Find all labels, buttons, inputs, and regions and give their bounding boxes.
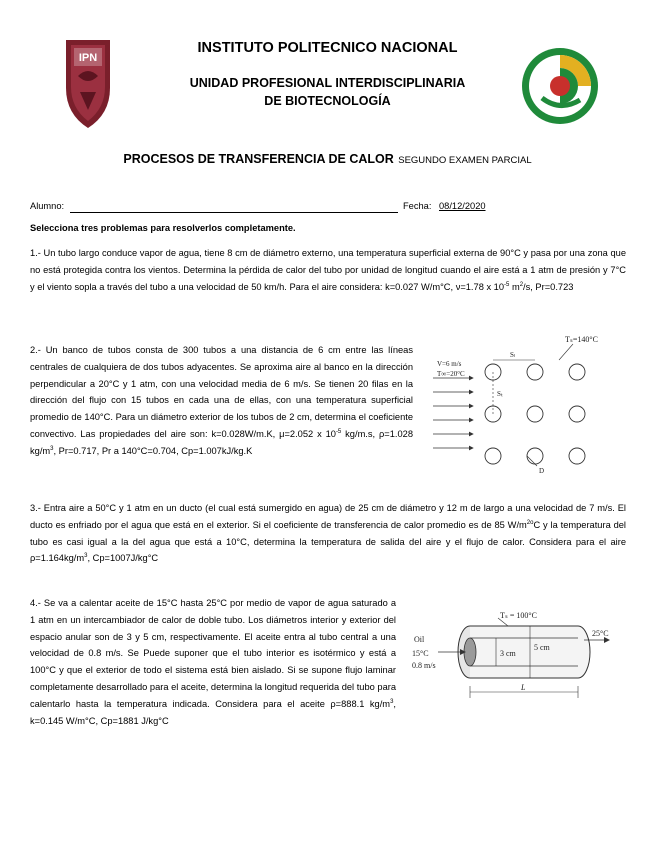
fig-tin-label: 15°C <box>412 649 429 658</box>
fig-ts-label: Tₛ=140°C <box>565 335 598 344</box>
fig-st-label: Sₜ <box>497 390 503 398</box>
fig-oil-label: Oil <box>414 635 425 644</box>
course-title: PROCESOS DE TRANSFERENCIA DE CALOR <box>123 152 394 166</box>
fig-sl-label: Sₗ <box>510 351 516 359</box>
fig-v-label: V=6 m/s <box>437 360 462 368</box>
institution-title: INSTITUTO POLITECNICO NACIONAL <box>197 40 458 56</box>
ipn-logo-text: IPN <box>78 52 98 64</box>
fig-tout-label: 25°C <box>592 629 609 638</box>
problem-4: 4.- Se va a calentar aceite de 15°C hasta 25°C por medio de vapor de agua saturado a 1 atm en un intercambiador de calor de doble tubo. Los diámetros interior y exterior del espacio anular son de 3 y 5 cm, respectivamente. El aceite entra al tubo central a una velocidad de 0.8 m/s. Se Puede suponer que el tubo interior es isotérmico y está a 100°C y que el exterior de todo el sistema está bien aislado. Si se supone flujo laminar completamente desarrollado para el aceite, determina la longitud requerida del tubo para calentarlo hasta la temperatura indicada. Considera para el aceite ρ=888.1 $kg/m^3$, k=0.145 W/m°C, Cp=1881 J/kg°C <box>30 598 396 726</box>
student-name-label: Alumno: <box>30 201 65 211</box>
tube-bank-figure <box>425 330 625 476</box>
fig-din-label: 3 cm <box>500 649 516 658</box>
date-value: 08/12/2020 <box>439 201 486 211</box>
tube <box>527 406 543 422</box>
problem-1 <box>30 245 626 295</box>
tube <box>569 406 585 422</box>
fig-vin-label: 0.8 m/s <box>412 661 436 670</box>
tube <box>569 364 585 380</box>
tube <box>485 448 501 464</box>
exam-title: SEGUNDO EXAMEN PARCIAL <box>398 155 532 166</box>
problem-2: 2.- Un banco de tubos consta de 300 tubos a una distancia de 6 cm entre las líneas centrales de cualquiera de dos tubos adyacentes. Se aproxima aire al banco en la dirección perpendicular a 20°C y 1 atm, con una velocidad media de 6 m/s. Se tienen 20 filas en la dirección del flujo con 15 tubos en cada una de ellas, con una temperatura superficial promedio de 140°C. Para un diámetro exterior de los tubos de 2 cm, determina el coeficiente convectivo. Las propiedades del aire son: k=0.028W/m.K, μ=2.052 x $10^{-5}$ kg/m.s, ρ=1.028 $kg/m^3$, Pr=0.717, Pr a 140°C=0.704, Cp=1.007kJ/kg.K <box>30 345 413 456</box>
fig-tsurf-label: Tₛ = 100°C <box>500 611 537 620</box>
fig-dout-label: 5 cm <box>534 643 550 652</box>
problem-1-props: k=0.027 W/m°C, ν=1.78 x $10^{-5}$ $m^2/s$, Pr=0.723 <box>385 281 574 292</box>
problem-1-text: 1.- Un tubo largo conduce vapor de agua, tiene 8 cm de diámetro externo, una temperatura superficial externa de 90°C y pasa por una zona que no está protegida contra los vientos. Determina la pérdida de calor del tubo por unidad de longitud cuando el aire está a 1 atm de presión y 7°C y el viento sopla a través del tubo a una velocidad de 50 km/h. Para el aire considera: <box>30 248 626 292</box>
unit-title-line1: UNIDAD PROFESIONAL INTERDISCIPLINARIA <box>189 76 466 90</box>
student-name-line <box>70 212 398 213</box>
fig-t-label: T∞=20°C <box>437 370 465 378</box>
tube <box>527 448 543 464</box>
instructions: Selecciona tres problemas para resolverlos completamente. <box>30 223 296 233</box>
fig-l-label: L <box>521 683 526 692</box>
upibi-logo <box>520 46 600 126</box>
unit-title-line2: DE BIOTECNOLOGÍA <box>264 94 391 108</box>
ipn-logo <box>60 36 116 132</box>
course-heading <box>0 150 655 168</box>
date-label: Fecha: <box>403 201 432 211</box>
double-pipe-figure <box>408 608 623 708</box>
problem-3: 3.- Entra aire a 50°C y 1 atm en un ducto (el cual está sumergido en agua) de 25 cm de diámetro y 12 m de largo a una velocidad de 7 m/s. El ducto es enfriado por el agua que está en el exterior. Si el coeficiente de transferencia de calor promedio es de 85 $W/m^{2o}C$ y la temperatura del tubo es casi igual a la del agua que está a 10°C, determina la temperatura de salida del aire y el flujo de calor. Considera para el aire $\rho=1.164kg/m^3$, Cp=1007J/kg°C <box>30 503 626 564</box>
tube <box>569 448 585 464</box>
tube <box>527 364 543 380</box>
fig-d-label: D <box>539 467 545 475</box>
